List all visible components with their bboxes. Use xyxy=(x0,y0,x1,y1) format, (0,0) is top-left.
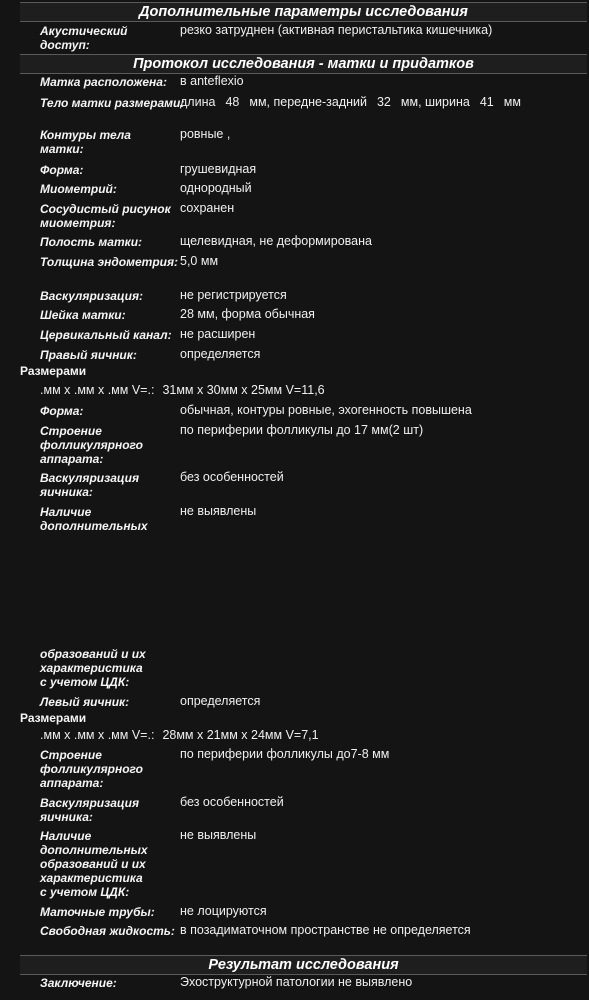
left-ovary-dims-header: Размерами xyxy=(20,711,87,725)
uterus-size-value xyxy=(180,95,521,110)
uterus-position-value: в anteflexio xyxy=(180,74,244,88)
uterine-cavity-label: Полость матки: xyxy=(40,235,143,249)
fallopian-tubes-value: не лоцируются xyxy=(180,904,267,918)
cervix-value: 28 мм, форма обычная xyxy=(180,307,315,321)
right-ovary-label: Правый яичник: xyxy=(40,348,137,362)
right-ovary-shape-label: Форма: xyxy=(40,404,84,418)
myometrium-label: Миометрий: xyxy=(40,182,117,196)
fallopian-tubes-label: Маточные трубы: xyxy=(40,905,155,919)
right-ovary-dims-header: Размерами xyxy=(20,364,87,378)
uterus-size-label: Тело матки размерами: xyxy=(40,96,185,110)
uterus-contours-value: ровные , xyxy=(180,127,231,141)
endometrium-label: Толщина эндометрия: xyxy=(40,255,179,269)
conclusion-value: Эхоструктурной патологии не выявлено xyxy=(180,975,413,989)
endometrium-value: 5,0 мм xyxy=(180,254,219,268)
cervical-canal-label: Цервикальный канал: xyxy=(40,328,172,342)
uterus-width: 41 xyxy=(479,95,494,109)
section-header-additional-params: Дополнительные параметры исследования xyxy=(20,2,587,22)
right-follicular-label: Строение фолликулярного аппарата: xyxy=(40,424,143,466)
vascular-pattern-value: сохранен xyxy=(180,201,235,215)
uterus-position-label: Матка расположена: xyxy=(40,75,167,89)
right-ovary-dims-template: .мм х .мм х .мм V=.: xyxy=(40,383,155,397)
right-ovary-dims-value: 31мм х 30мм х 25мм V=11,6 xyxy=(162,383,325,397)
right-ovary-extra-label-top: Наличие дополнительных xyxy=(40,505,148,533)
uterine-cavity-value: щелевидная, не деформирована xyxy=(180,234,372,248)
left-ovary-vascular-value: без особенностей xyxy=(180,795,284,809)
right-ovary-dims-row xyxy=(40,383,325,398)
uterus-size-unit: мм xyxy=(503,95,521,109)
left-ovary-value: определяется xyxy=(180,694,261,708)
uterus-shape-label: Форма: xyxy=(40,163,84,177)
myometrium-value: однородный xyxy=(180,181,252,195)
uterus-vascularization-value: не регистрируется xyxy=(180,288,287,302)
left-ovary-dims-template: .мм х .мм х .мм V=.: xyxy=(40,728,155,742)
left-ovary-dims-row xyxy=(40,728,319,743)
free-fluid-label: Свободная жидкость: xyxy=(40,924,175,938)
left-follicular-value: по периферии фолликулы до7-8 мм xyxy=(180,747,390,761)
left-ovary-vascular-label: Васкуляризация яичника: xyxy=(40,796,140,824)
left-ovary-extra-label: Наличие дополнительных образований и их характеристика с учетом ЦДК: xyxy=(40,829,148,899)
uterus-ap-label: мм, передне-задний xyxy=(249,95,367,109)
cervix-label: Шейка матки: xyxy=(40,308,126,322)
left-ovary-extra-value: не выявлены xyxy=(180,828,257,842)
section-header-protocol: Протокол исследования - матки и придатков xyxy=(20,54,587,74)
uterus-contours-label: Контуры тела матки: xyxy=(40,128,131,156)
acoustic-access-label: Акустический доступ: xyxy=(40,24,128,52)
right-ovary-extra-label-bottom: образований и их характеристика с учетом ЦДК: xyxy=(40,647,146,689)
right-ovary-shape-value: обычная, контуры ровные, эхогенность повышена xyxy=(180,403,472,417)
free-fluid-value: в позадиматочном пространстве не определяется xyxy=(180,923,471,937)
right-ovary-extra-value: не выявлены xyxy=(180,504,257,518)
uterus-vascularization-label: Васкуляризация: xyxy=(40,289,144,303)
vascular-pattern-label: Сосудистый рисунок миометрия: xyxy=(40,202,171,230)
uterus-ap: 32 xyxy=(376,95,391,109)
right-ovary-vascular-value: без особенностей xyxy=(180,470,284,484)
uterus-length: 48 xyxy=(225,95,240,109)
right-ovary-value: определяется xyxy=(180,347,261,361)
right-ovary-vascular-label: Васкуляризация яичника: xyxy=(40,471,140,499)
left-follicular-label: Строение фолликулярного аппарата: xyxy=(40,748,143,790)
section-header-result: Результат исследования xyxy=(20,955,587,975)
left-ovary-dims-value: 28мм х 21мм х 24мм V=7,1 xyxy=(162,728,319,742)
left-ovary-label: Левый яичник: xyxy=(40,695,130,709)
acoustic-access-value: резко затруднен (активная перистальтика кишечника) xyxy=(180,23,493,37)
uterus-length-label: длина xyxy=(180,95,216,109)
cervical-canal-value: не расширен xyxy=(180,327,256,341)
uterus-shape-value: грушевидная xyxy=(180,162,257,176)
uterus-width-label: мм, ширина xyxy=(400,95,470,109)
conclusion-label: Заключение: xyxy=(40,976,117,990)
right-follicular-value: по периферии фолликулы до 17 мм(2 шт) xyxy=(180,423,424,437)
